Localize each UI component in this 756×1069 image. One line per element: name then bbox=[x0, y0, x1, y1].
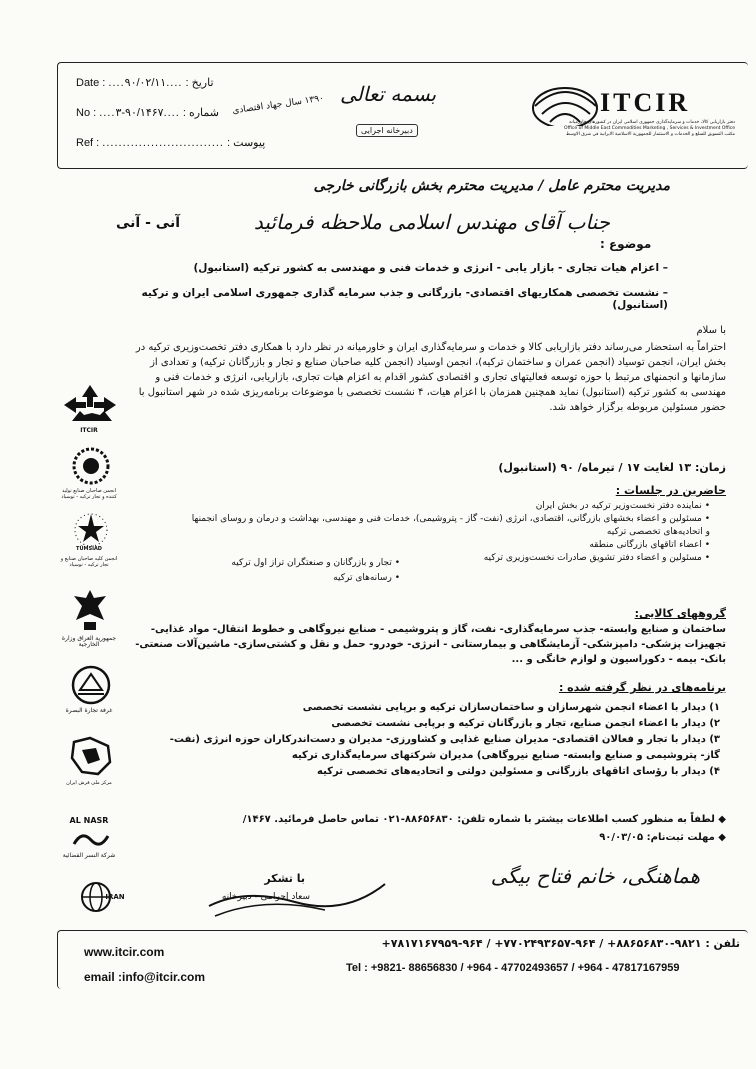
registration-deadline: ◆ مهلت ثبت‌نام: ۹۰/۰۳/۰۵ bbox=[599, 832, 726, 843]
iraq-eagle-icon bbox=[70, 588, 110, 632]
program-item: ۴) دیدار با رؤسای اتاقهای بازرگانی و مسئولین دولتی و اتحادیه‌های تخصصی ترکیه bbox=[317, 766, 720, 777]
greeting: با سلام bbox=[696, 325, 726, 336]
signer-name: سعاد احرامی - دبیرخانه bbox=[221, 892, 310, 902]
iran-carpet-map-icon bbox=[68, 734, 114, 778]
date-label: Date : bbox=[76, 77, 106, 89]
ref-label-fa: پیوست : bbox=[227, 137, 266, 149]
address-line: مدیریت محترم عامل / مدیریت محترم بخش بازرگانی خارجی bbox=[313, 178, 670, 194]
side-logo-tusiad: انجمن کلیه صاحبان صنایع و تجار ترکیه - توسیاد bbox=[60, 556, 118, 568]
program-item: ۲) دیدار با اعضاء انجمن صنایع، تجار و بازرگانان ترکیه و برپایی نشست تخصصی bbox=[331, 718, 720, 729]
subject-line-1: – اعزام هیات تجاری - بازار یابی - انرژی و خدمات فنی و مهندسی به کشور ترکیه (استانبول) bbox=[193, 262, 668, 274]
subject-label: موضوع : bbox=[600, 237, 652, 251]
number-label-fa: شماره : bbox=[182, 107, 219, 119]
basra-chamber-icon bbox=[70, 664, 112, 706]
side-logo-alnasr: AL NASR bbox=[69, 816, 109, 825]
side-logo-iraq-mofa: جمهورية العراق وزارة الخارجية bbox=[61, 635, 117, 648]
itcir-globe-icon bbox=[530, 78, 600, 126]
logo-subtitle-ar: مكتب التسويق للسلع و الخدمات و الاستثمار للجمهورية الاسلامية الايرانية في شرق الاوسط bbox=[565, 132, 735, 137]
groups-text: ساختمان و صنایع وابسته- جذب سرمایه‌گذاری- نفت، گاز و پتروشیمی - صنایع نیروگاهی و خطوط انتقال- مواد غذایی- تجهیزات پزشکی- دامپزشکی- آزمایشگاهی و بیمارستانی - انرژی- خودرو- حمل و نقل و کشتی‌سازی- ماشین‌آلات صنعتی- بانک- بیمه - دکوراسیون و لوازم خانگی و ... bbox=[135, 624, 726, 665]
programs-heading: برنامه‌های در نظر گرفته شده : bbox=[558, 681, 726, 694]
attendee-item: • نماینده دفتر نخست‌وزیر ترکیه در بخش ایران bbox=[535, 501, 710, 511]
attendee-item: • مسئولین و اعضاء دفتر تشویق صادرات نخست‌وزیری ترکیه bbox=[483, 553, 710, 563]
intro-paragraph: احتراماً به استحضار می‌رساند دفتر بازاریابی کالا و خدمات و سرمایه‌گذاری ایران و خاورمیانه در نظر دارد با همکاری دفتر تخصت‌وزیری ترکیه در بخش ایران، انجمن توسیاد (انجمن عمران و ساختمان ترکیه)، انجمن اوسیاد (انجمن کلیه صاحبان صنایع و تجار و بازرگانان ترکیه) و تعدادی از سازمانها و انجمنهای مرتبط با حوزه توسعه فعالیتهای تجاری و اقتصادی کشور اقدام به اعزام هیات تجاری، بازاریابی، انرژی و خدمات فنی و مهندسی به کشور ترکیه (استانبول) نماید همچنین همزمان با اعزام هیات، ۴ نشست تخصصی با موضوعات برنامه‌ریزی شده در شهر استانبول با حضور مسئولین مربوطه برگزار خواهد شد. bbox=[135, 342, 726, 413]
footer-phones-en: Tel : +9821- 88656830 / +964 - 47702493657 / +964 - 47817167959 bbox=[346, 962, 680, 974]
attendee-item: • مسئولین و اعضاء بخشهای بازرگانی، اقتصادی، انرژی (نفت- گاز - پتروشیمی)، خدمات فنی و مهندسی، بهداشت و درمان و روسای انجمنها و اتحادیه‌های تخصصی ترکیه bbox=[191, 514, 710, 537]
itcir-arrows-icon bbox=[62, 383, 118, 425]
date-label-fa: تاریخ : bbox=[185, 77, 214, 89]
ref-field: Ref : .............................. پیوست : bbox=[76, 137, 266, 149]
number-value: ۳-۹۰/۱۴۶۷ bbox=[115, 107, 164, 119]
logo-subtitle-fa: دفتر بازاریابی کالا، خدمات و سرمایه‌گذاری جمهوری اسلامی ایران در کشورهای خاورمیانه bbox=[569, 120, 735, 125]
date-value: ۹۰/۰۲/۱۱ bbox=[124, 77, 167, 89]
footer-tel-numbers-fa: ۹۸۲۱-۸۸۶۵۶۸۳۰+ / ۹۶۴-۷۷۰۲۴۹۳۶۵۷+ / ۹۶۴-۷۸۱۷۱۶۷۹۵۹+ bbox=[381, 937, 702, 950]
side-logo-tosiad: انجمن صاحبان صنایع تولید کننده و تجار ترکیه - توسیاد bbox=[61, 488, 117, 500]
side-logo-tumsiad: TÜMSİAD bbox=[76, 546, 102, 552]
itcir-logo-text: ITCIR bbox=[600, 88, 691, 117]
handwritten-coordination-note: هماهنگی، خانم فتاح بیگی bbox=[490, 864, 700, 888]
recipient-handwritten: جناب آقای مهندس اسلامی ملاحظه فرمائید bbox=[253, 210, 610, 234]
tosiad-emblem-icon bbox=[67, 446, 115, 486]
footer-email: email :info@itcir.com bbox=[84, 970, 206, 984]
event-time: زمان: ۱۳ لغایت ۱۷ / تیرماه/ ۹۰ (استانبول) bbox=[498, 461, 726, 474]
date-field: Date : ....۹۰/۰۲/۱۱.... تاریخ : bbox=[76, 77, 214, 89]
attendees-list-secondary bbox=[200, 556, 400, 586]
subject-line-2: – نشست تخصصی همکاریهای اقتصادی- بازرگانی و جذب سرمایه گذاری جمهوری اسلامی ایران و ترکیه (استانبول) bbox=[141, 287, 668, 311]
thanks-label: با تشکر bbox=[264, 872, 305, 885]
program-item: ۱) دیدار با اعضاء انجمن شهرسازان و ساختمان‌سازان ترکیه و برپایی نشست تخصصی bbox=[302, 702, 720, 713]
side-logo-basra: غرفة تجارة البصرة bbox=[65, 707, 113, 714]
signature-scribble bbox=[205, 876, 395, 926]
attendee-item: • رسانه‌های ترکیه bbox=[333, 573, 400, 583]
tumsiad-star-icon bbox=[68, 508, 114, 548]
itcir-logo-subtitle bbox=[485, 120, 735, 138]
contact-note: ◆ لطفاً به منظور کسب اطلاعات بیشتر با شماره تلفن: ۸۸۶۵۶۸۳۰-۰۲۱ تماس حاصل فرمائید. ۱۴۶۷/ bbox=[242, 814, 726, 825]
groups-heading: گروههای کالایی: bbox=[634, 607, 726, 620]
number-field: No : ....۳-۹۰/۱۴۶۷.... شماره : bbox=[76, 107, 219, 119]
alnasr-wave-icon bbox=[72, 828, 110, 850]
bismillah-heading: بسمه تعالی bbox=[340, 82, 437, 106]
side-logo-iran: IRAN bbox=[105, 893, 125, 901]
urgent-label: آنی - آنی bbox=[116, 215, 180, 231]
footer-tel-label-fa: تلفن : bbox=[705, 937, 740, 950]
footer-website: www.itcir.com bbox=[84, 945, 165, 959]
ref-label: Ref : bbox=[76, 137, 100, 149]
footer-phones-fa bbox=[330, 937, 740, 950]
attendee-item: • تجار و بازرگانان و صنعتگران تراز اول ترکیه bbox=[231, 558, 400, 568]
side-logo-iran-carpet: مرکز ملی فرش ایران bbox=[66, 780, 112, 786]
logo-subtitle-en: Office of Middle East Commodities Marketing , Services & Investment Office bbox=[564, 126, 735, 131]
side-logo-itcir: ITCIR bbox=[80, 427, 98, 434]
programs-list bbox=[150, 700, 720, 780]
attendees-heading: حاضرین در جلسات : bbox=[615, 484, 726, 497]
side-logo-alnasr-ar: شركة النسر الفضائية bbox=[62, 852, 116, 859]
year-note: ۱۳۹۰ سال جهاد اقتصادی bbox=[231, 93, 325, 117]
secretariat-stamp: دبیرخانه اجرایی bbox=[356, 124, 418, 137]
attendee-item: • اعضاء اتاقهای بازرگانی منطقه bbox=[589, 540, 710, 550]
program-item: ۳) دیدار با تجار و فعالان اقتصادی- مدیران صنایع غذایی و کشاورزی- مدیران و دست‌اندرکاران حوزه انرژی (نفت- گاز- پتروشیمی و صنایع وابسته- صنایع نیروگاهی) مدیران شرکتهای سرمایه‌گذاری ترکیه bbox=[169, 734, 720, 761]
number-label: No : bbox=[76, 107, 97, 119]
